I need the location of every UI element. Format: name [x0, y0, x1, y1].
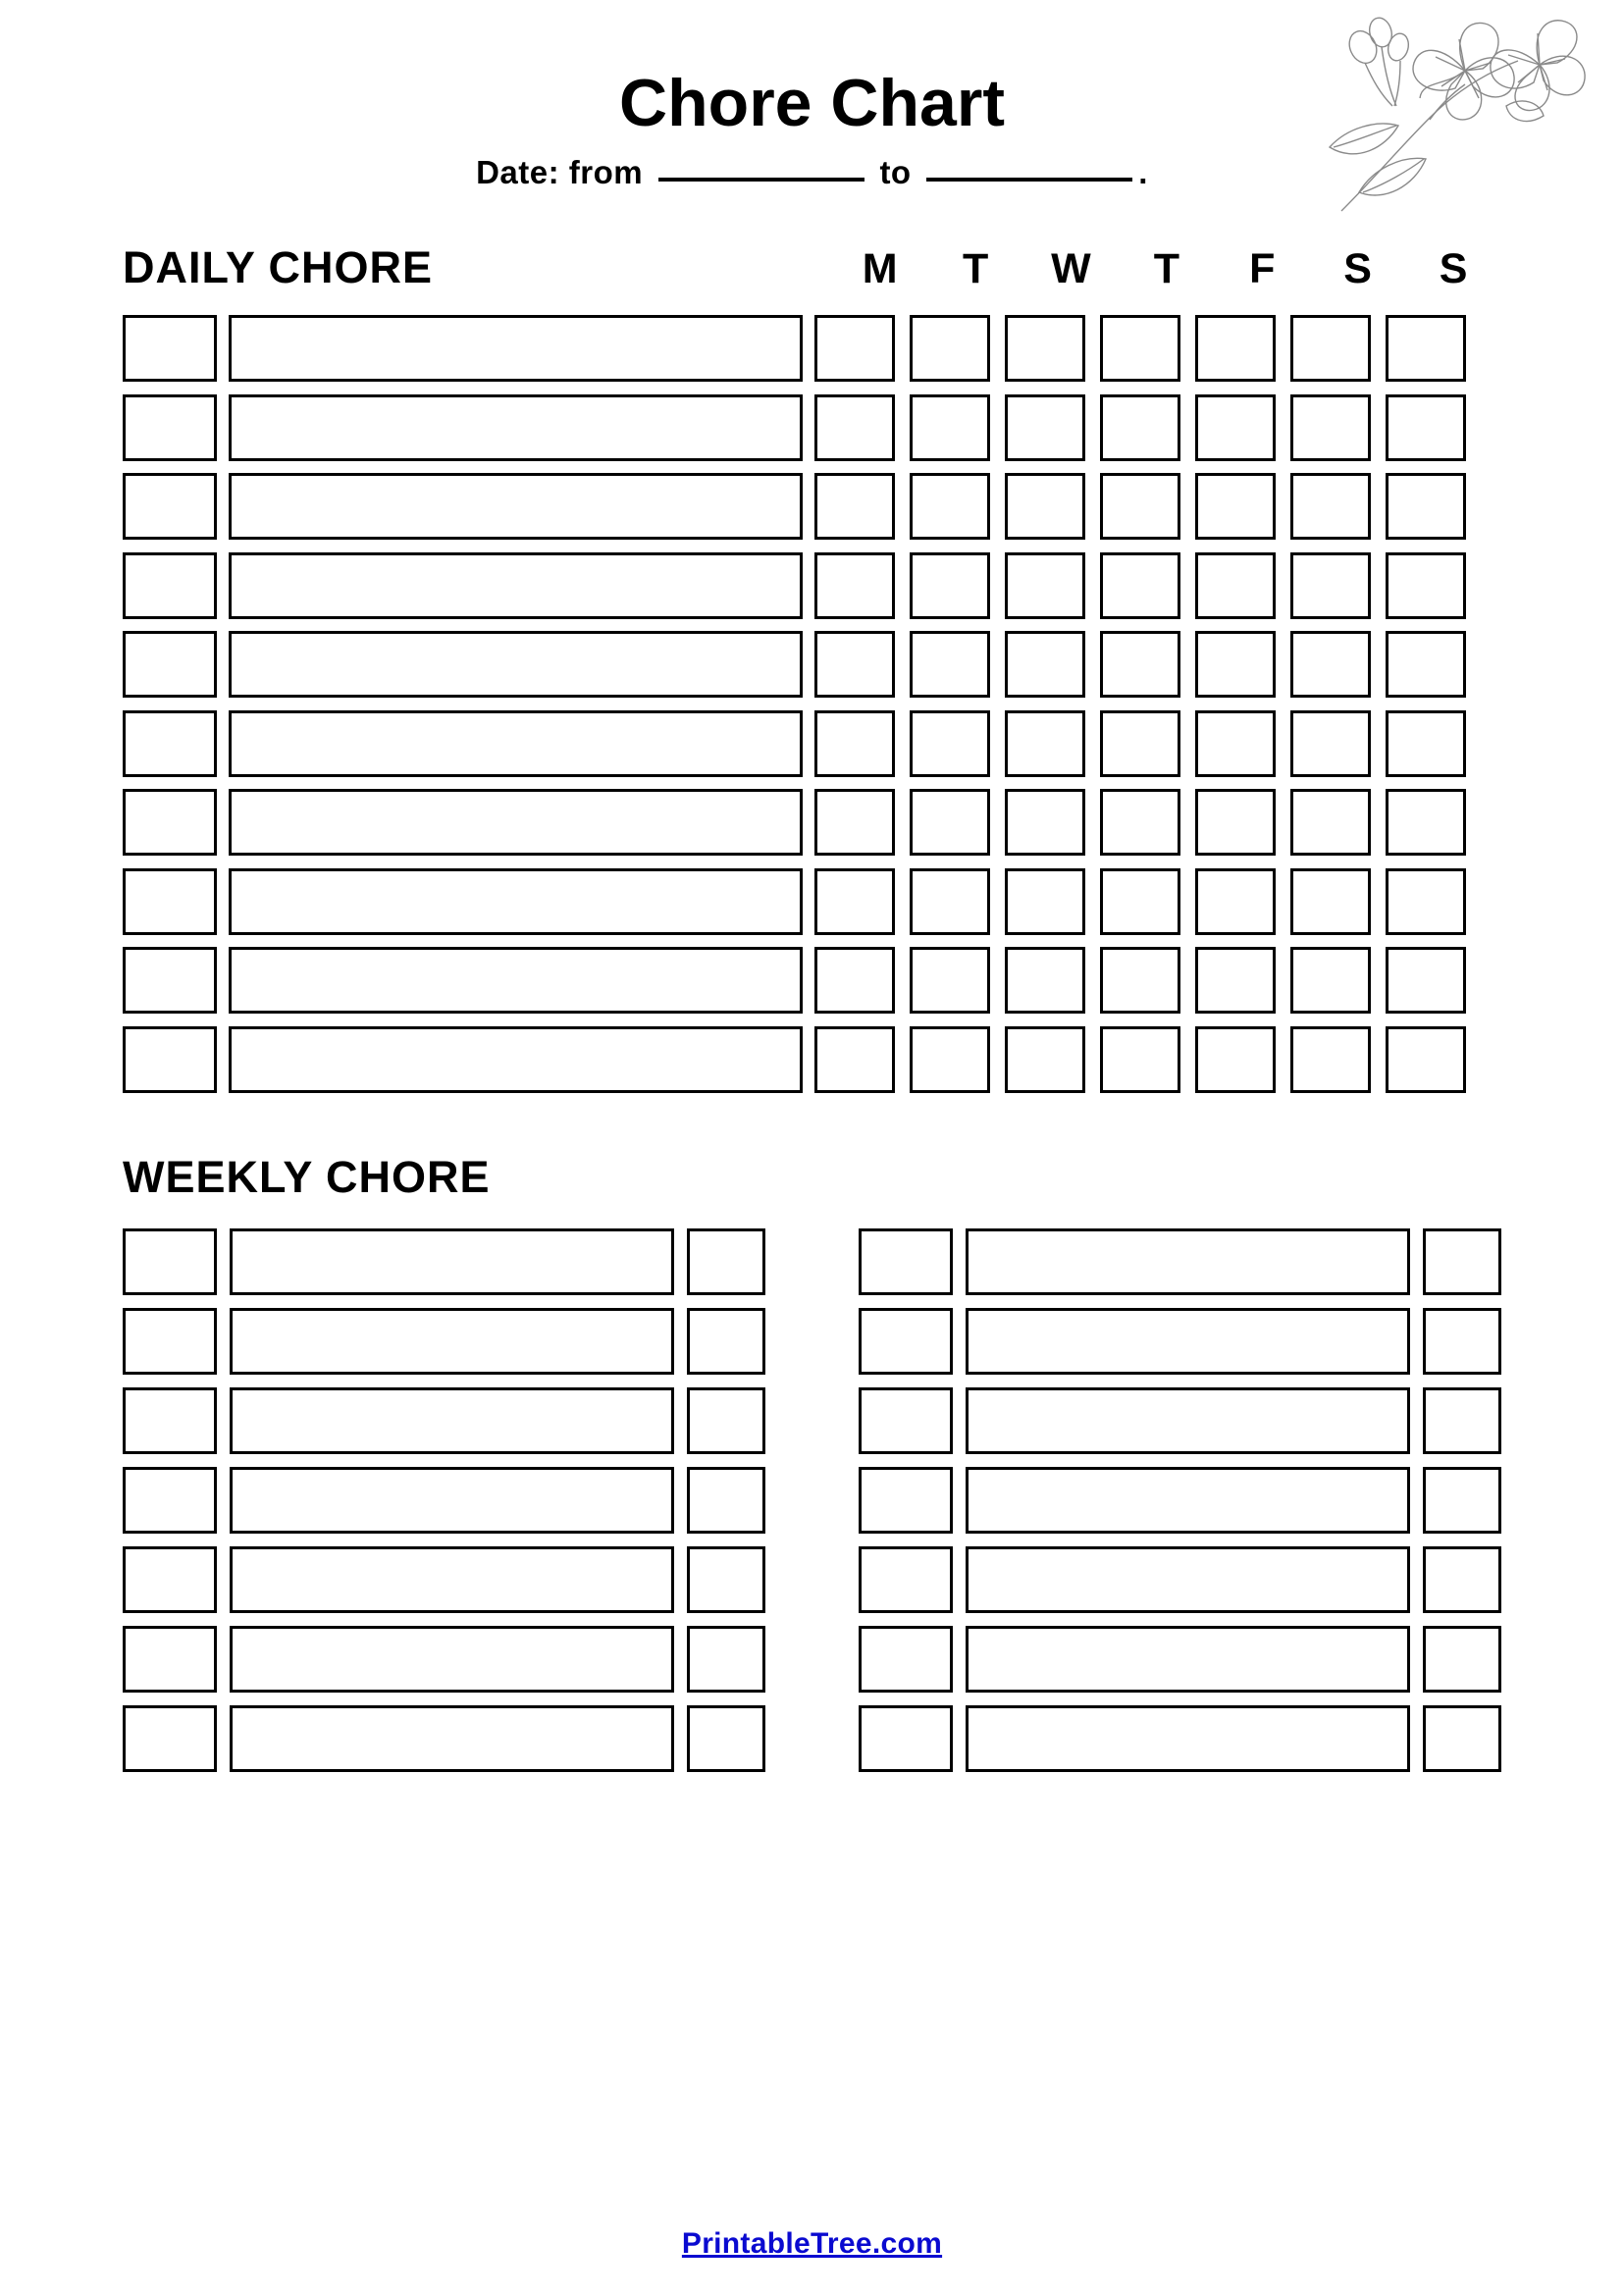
- printabletree-link[interactable]: PrintableTree.com: [681, 2227, 943, 2260]
- day-letter-wed: W: [1051, 245, 1091, 293]
- weekly-chore-row: [123, 1467, 765, 1534]
- weekly-chore-row: [859, 1228, 1501, 1295]
- daily-task-field[interactable]: [229, 473, 803, 540]
- weekly-chore-row: [123, 1705, 765, 1772]
- daily-checkbox[interactable]: [123, 552, 217, 619]
- weekly-chore-row: [859, 1467, 1501, 1534]
- daily-day-box[interactable]: [910, 710, 990, 777]
- daily-checkbox[interactable]: [123, 1026, 217, 1093]
- daily-task-field[interactable]: [229, 315, 803, 382]
- footer: [0, 2227, 1624, 2261]
- weekly-checkbox[interactable]: [859, 1228, 953, 1295]
- day-letter-sat: S: [1343, 245, 1372, 293]
- weekly-checkbox[interactable]: [123, 1308, 217, 1375]
- daily-day-box[interactable]: [1386, 710, 1466, 777]
- weekly-checkbox[interactable]: [859, 1546, 953, 1613]
- day-letter-tue: T: [962, 245, 989, 293]
- weekly-checkbox[interactable]: [859, 1387, 953, 1454]
- daily-day-box[interactable]: [814, 315, 895, 382]
- daily-task-field[interactable]: [229, 868, 803, 935]
- daily-day-box[interactable]: [910, 394, 990, 461]
- daily-day-box[interactable]: [1290, 1026, 1371, 1093]
- daily-chore-row: [123, 315, 1501, 382]
- date-from-label: Date: from: [476, 154, 644, 191]
- daily-day-box[interactable]: [1100, 631, 1180, 698]
- daily-checkbox[interactable]: [123, 868, 217, 935]
- daily-task-field[interactable]: [229, 710, 803, 777]
- weekly-chore-row: [859, 1308, 1501, 1375]
- daily-task-field[interactable]: [229, 631, 803, 698]
- daily-chore-header: [0, 242, 1624, 293]
- daily-day-box[interactable]: [1005, 631, 1085, 698]
- daily-day-box[interactable]: [1290, 552, 1371, 619]
- daily-day-box[interactable]: [1100, 1026, 1180, 1093]
- daily-day-cells: [814, 394, 1466, 461]
- weekly-task-field[interactable]: [966, 1228, 1410, 1295]
- daily-day-box[interactable]: [1195, 394, 1276, 461]
- daily-day-box[interactable]: [1005, 789, 1085, 856]
- weekly-checkbox[interactable]: [123, 1228, 217, 1295]
- daily-checkbox[interactable]: [123, 947, 217, 1014]
- daily-day-box[interactable]: [910, 1026, 990, 1093]
- weekly-task-field[interactable]: [230, 1467, 674, 1534]
- weekly-done-box[interactable]: [687, 1705, 765, 1772]
- weekly-chore-row: [859, 1546, 1501, 1613]
- daily-task-field[interactable]: [229, 394, 803, 461]
- daily-day-box[interactable]: [814, 789, 895, 856]
- weekly-chore-row: [859, 1387, 1501, 1454]
- weekly-chore-row: [859, 1705, 1501, 1772]
- weekly-done-box[interactable]: [687, 1467, 765, 1534]
- weekly-done-box[interactable]: [1423, 1467, 1501, 1534]
- date-from-blank[interactable]: [658, 178, 864, 182]
- daily-day-box[interactable]: [1005, 868, 1085, 935]
- daily-day-box[interactable]: [1386, 631, 1466, 698]
- daily-day-box[interactable]: [1100, 552, 1180, 619]
- weekly-chore-title: WEEKLY CHORE: [123, 1151, 491, 1202]
- weekly-checkbox[interactable]: [123, 1705, 217, 1772]
- daily-day-box[interactable]: [1290, 947, 1371, 1014]
- daily-day-box[interactable]: [1100, 394, 1180, 461]
- daily-day-box[interactable]: [1005, 1026, 1085, 1093]
- daily-chore-row: [123, 947, 1501, 1014]
- daily-task-field[interactable]: [229, 947, 803, 1014]
- weekly-task-field[interactable]: [230, 1308, 674, 1375]
- weekly-chore-row: [859, 1626, 1501, 1693]
- daily-chore-row: [123, 1026, 1501, 1093]
- weekly-done-box[interactable]: [687, 1626, 765, 1693]
- daily-day-box[interactable]: [1386, 315, 1466, 382]
- weekly-done-box[interactable]: [687, 1387, 765, 1454]
- daily-chore-row: [123, 868, 1501, 935]
- weekly-chore-table: [0, 1228, 1624, 1785]
- date-to-blank[interactable]: [926, 178, 1132, 182]
- daily-chore-title: DAILY CHORE: [123, 242, 434, 293]
- daily-day-box[interactable]: [1005, 552, 1085, 619]
- daily-day-box[interactable]: [1195, 315, 1276, 382]
- weekly-checkbox[interactable]: [123, 1387, 217, 1454]
- daily-day-cells: [814, 473, 1466, 540]
- weekly-column-right: [859, 1228, 1501, 1785]
- weekly-checkbox[interactable]: [859, 1626, 953, 1693]
- daily-day-box[interactable]: [1195, 1026, 1276, 1093]
- daily-day-box[interactable]: [1386, 947, 1466, 1014]
- weekly-done-box[interactable]: [1423, 1626, 1501, 1693]
- daily-day-box[interactable]: [1005, 947, 1085, 1014]
- daily-day-box[interactable]: [1386, 394, 1466, 461]
- daily-checkbox[interactable]: [123, 710, 217, 777]
- weekly-chore-row: [123, 1546, 765, 1613]
- daily-day-box[interactable]: [814, 1026, 895, 1093]
- weekly-checkbox[interactable]: [859, 1705, 953, 1772]
- daily-day-box[interactable]: [1386, 789, 1466, 856]
- daily-day-box[interactable]: [814, 394, 895, 461]
- day-letter-mon: M: [862, 245, 898, 293]
- daily-checkbox[interactable]: [123, 473, 217, 540]
- daily-chore-row: [123, 631, 1501, 698]
- daily-day-box[interactable]: [910, 315, 990, 382]
- daily-day-box[interactable]: [1005, 315, 1085, 382]
- weekly-task-field[interactable]: [230, 1705, 674, 1772]
- daily-day-box[interactable]: [1290, 394, 1371, 461]
- daily-day-box[interactable]: [1195, 631, 1276, 698]
- daily-day-box[interactable]: [1005, 394, 1085, 461]
- daily-day-cells: [814, 1026, 1466, 1093]
- weekly-task-field[interactable]: [966, 1467, 1410, 1534]
- weekly-chore-header: [0, 1152, 1624, 1203]
- daily-chore-row: [123, 789, 1501, 856]
- weekly-task-field[interactable]: [966, 1626, 1410, 1693]
- daily-day-box[interactable]: [1290, 631, 1371, 698]
- daily-day-box[interactable]: [1195, 789, 1276, 856]
- daily-task-field[interactable]: [229, 789, 803, 856]
- daily-day-box[interactable]: [1386, 473, 1466, 540]
- weekly-done-box[interactable]: [1423, 1387, 1501, 1454]
- weekly-task-field[interactable]: [230, 1626, 674, 1693]
- daily-chore-row: [123, 473, 1501, 540]
- weekly-checkbox[interactable]: [859, 1308, 953, 1375]
- day-letter-sun: S: [1439, 245, 1468, 293]
- daily-day-cells: [814, 789, 1466, 856]
- daily-day-box[interactable]: [1195, 473, 1276, 540]
- document-header: [0, 0, 1624, 191]
- daily-day-cells: [814, 552, 1466, 619]
- daily-day-box[interactable]: [1386, 1026, 1466, 1093]
- daily-day-cells: [814, 868, 1466, 935]
- daily-day-box[interactable]: [814, 710, 895, 777]
- weekly-checkbox[interactable]: [123, 1467, 217, 1534]
- daily-day-box[interactable]: [1195, 868, 1276, 935]
- daily-checkbox[interactable]: [123, 394, 217, 461]
- daily-day-box[interactable]: [814, 947, 895, 1014]
- daily-task-field[interactable]: [229, 1026, 803, 1093]
- weekly-column-left: [123, 1228, 765, 1785]
- daily-day-box[interactable]: [814, 631, 895, 698]
- daily-day-box[interactable]: [910, 631, 990, 698]
- weekly-task-field[interactable]: [966, 1705, 1410, 1772]
- weekly-task-field[interactable]: [230, 1228, 674, 1295]
- day-letter-fri: F: [1249, 245, 1276, 293]
- daily-checkbox[interactable]: [123, 631, 217, 698]
- weekly-checkbox[interactable]: [123, 1546, 217, 1613]
- daily-day-box[interactable]: [1290, 315, 1371, 382]
- daily-chore-table: [0, 315, 1624, 1093]
- weekly-done-box[interactable]: [1423, 1546, 1501, 1613]
- weekly-task-field[interactable]: [966, 1387, 1410, 1454]
- daily-day-box[interactable]: [1386, 552, 1466, 619]
- page-title: Chore Chart: [619, 66, 1005, 140]
- daily-day-cells: [814, 315, 1466, 382]
- daily-day-box[interactable]: [814, 552, 895, 619]
- weekly-checkbox[interactable]: [859, 1467, 953, 1534]
- daily-day-box[interactable]: [1100, 710, 1180, 777]
- daily-day-box[interactable]: [1005, 473, 1085, 540]
- date-to-label: to: [879, 154, 912, 191]
- weekly-task-field[interactable]: [966, 1308, 1410, 1375]
- daily-chore-row: [123, 710, 1501, 777]
- daily-day-box[interactable]: [1100, 315, 1180, 382]
- daily-chore-row: [123, 552, 1501, 619]
- daily-day-box[interactable]: [1195, 552, 1276, 619]
- date-period: .: [1138, 154, 1148, 191]
- daily-day-cells: [814, 947, 1466, 1014]
- daily-day-box[interactable]: [1386, 868, 1466, 935]
- daily-day-box[interactable]: [814, 868, 895, 935]
- daily-day-box[interactable]: [814, 473, 895, 540]
- daily-day-cells: [814, 710, 1466, 777]
- daily-day-box[interactable]: [1290, 868, 1371, 935]
- weekly-task-field[interactable]: [230, 1387, 674, 1454]
- weekly-chore-row: [123, 1387, 765, 1454]
- weekly-chore-row: [123, 1308, 765, 1375]
- weekly-done-box[interactable]: [687, 1228, 765, 1295]
- daily-day-box[interactable]: [1100, 789, 1180, 856]
- daily-day-cells: [814, 631, 1466, 698]
- daily-task-field[interactable]: [229, 552, 803, 619]
- weekly-done-box[interactable]: [687, 1546, 765, 1613]
- daily-day-box[interactable]: [1290, 473, 1371, 540]
- daily-day-box[interactable]: [1290, 789, 1371, 856]
- day-letter-thu: T: [1153, 245, 1179, 293]
- daily-day-box[interactable]: [1195, 710, 1276, 777]
- weekly-done-box[interactable]: [1423, 1705, 1501, 1772]
- date-range-line: [0, 154, 1624, 191]
- weekly-done-box[interactable]: [1423, 1228, 1501, 1295]
- weekly-task-field[interactable]: [230, 1546, 674, 1613]
- daily-day-box[interactable]: [1100, 868, 1180, 935]
- daily-day-box[interactable]: [1005, 710, 1085, 777]
- daily-day-box[interactable]: [1290, 710, 1371, 777]
- weekly-task-field[interactable]: [966, 1546, 1410, 1613]
- daily-day-box[interactable]: [1195, 947, 1276, 1014]
- daily-day-box[interactable]: [910, 868, 990, 935]
- weekly-done-box[interactable]: [687, 1308, 765, 1375]
- daily-day-box[interactable]: [910, 473, 990, 540]
- weekly-chore-row: [123, 1626, 765, 1693]
- daily-checkbox[interactable]: [123, 789, 217, 856]
- weekly-chore-row: [123, 1228, 765, 1295]
- daily-day-box[interactable]: [910, 552, 990, 619]
- daily-day-box[interactable]: [1100, 473, 1180, 540]
- daily-chore-row: [123, 394, 1501, 461]
- weekly-done-box[interactable]: [1423, 1308, 1501, 1375]
- daily-day-box[interactable]: [910, 947, 990, 1014]
- daily-day-box[interactable]: [910, 789, 990, 856]
- daily-day-box[interactable]: [1100, 947, 1180, 1014]
- day-letters-row: [832, 245, 1501, 293]
- weekly-checkbox[interactable]: [123, 1626, 217, 1693]
- daily-checkbox[interactable]: [123, 315, 217, 382]
